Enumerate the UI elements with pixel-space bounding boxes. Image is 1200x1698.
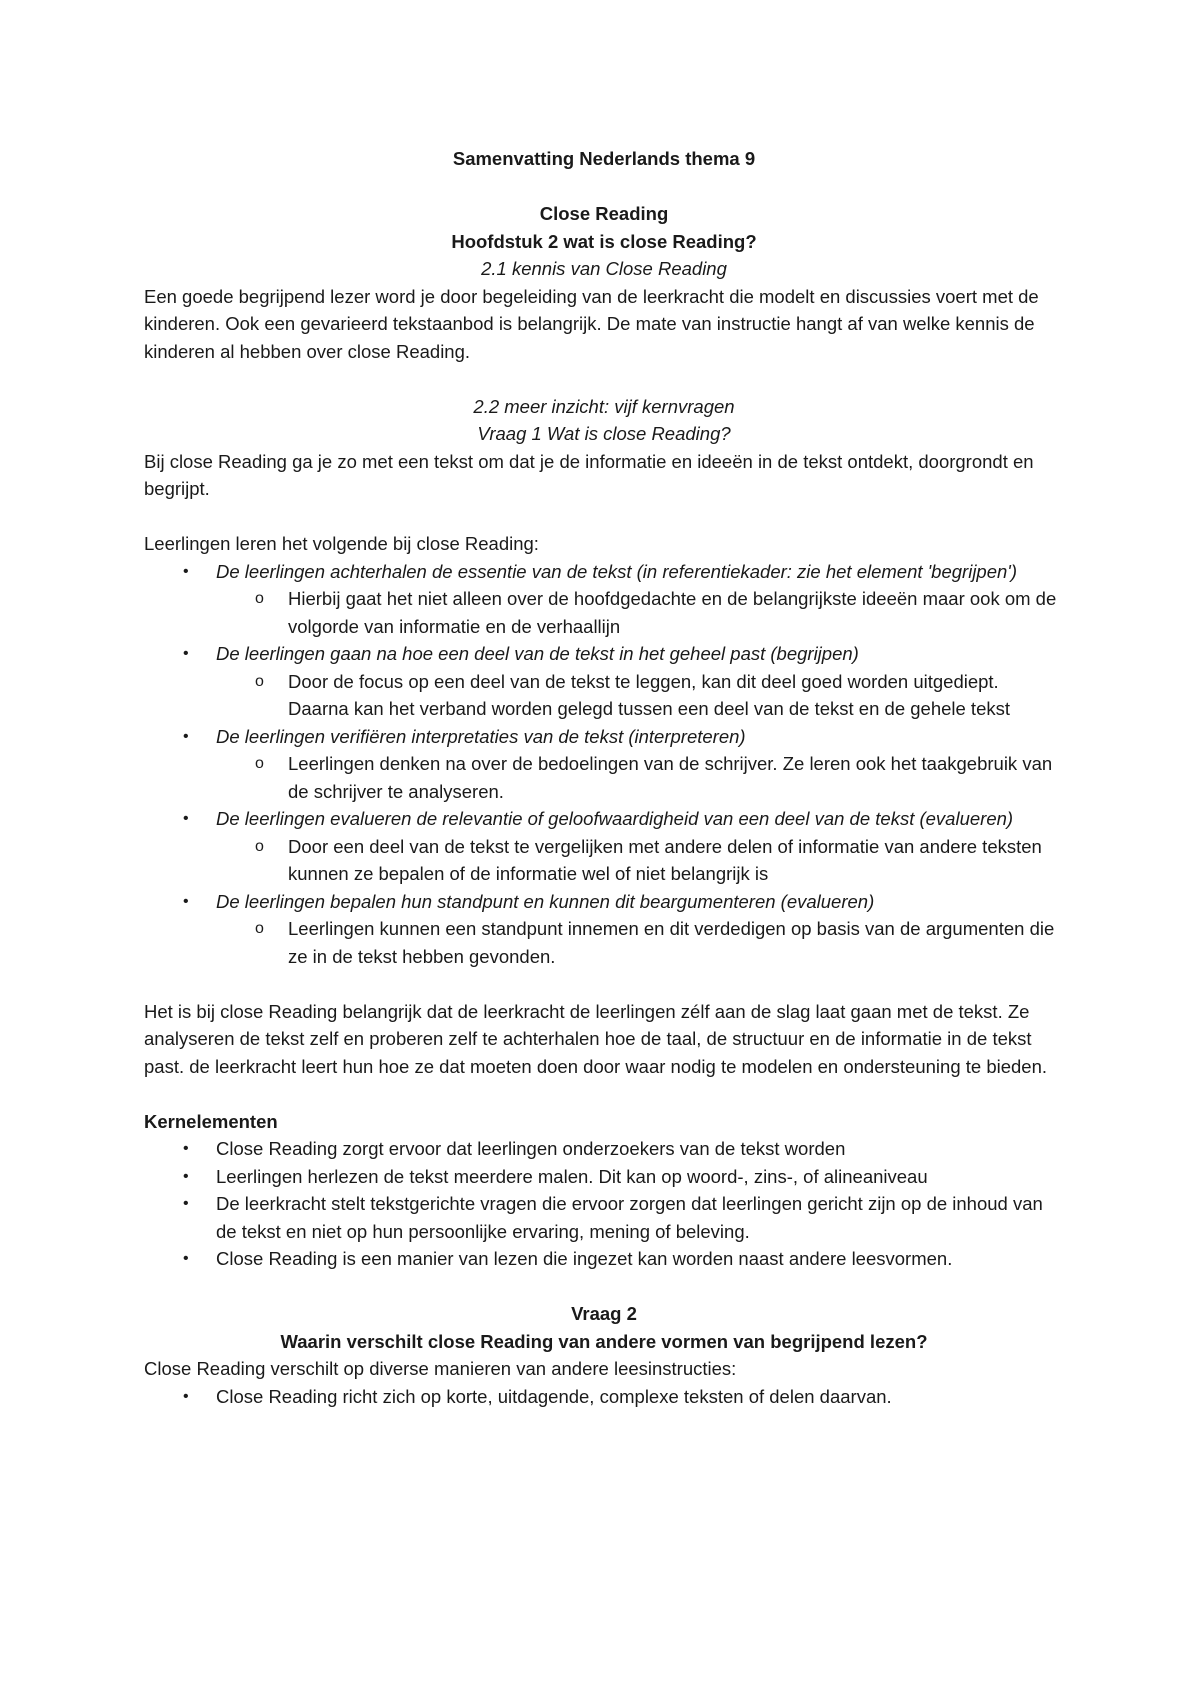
question-1-answer: Bij close Reading ga je zo met een tekst om dat je de informatie en ideeën in de tekst ontdekt, doorgrondt en begrijpt. — [144, 450, 1034, 499]
spacer — [144, 970, 1064, 998]
list-item — [183, 1190, 1064, 1245]
bullet-icon: • — [183, 892, 189, 910]
bullet-icon: • — [183, 1195, 189, 1212]
bullet-icon: • — [183, 1140, 189, 1157]
question-1-heading: Vraag 1 Wat is close Reading? — [477, 423, 731, 444]
circle-bullet-icon: o — [255, 672, 264, 690]
kernelementen-heading: Kernelementen — [144, 1110, 278, 1132]
bullet-icon: • — [183, 1387, 189, 1405]
list-item — [183, 723, 1064, 806]
list-item — [183, 1163, 1064, 1191]
sub-list-item — [255, 585, 1064, 640]
list-item-text: De leerlingen achterhalen de essentie van de tekst (in referentiekader: zie het element 'begrijpen') — [216, 560, 1017, 582]
bullet-icon: • — [183, 727, 189, 745]
list-item-text: De leerlingen evalueren de relevantie of geloofwaardigheid van een deel van de tekst (evalueren) — [216, 808, 1014, 829]
list-item — [183, 640, 1064, 723]
list-item — [183, 888, 1064, 971]
circle-bullet-icon: o — [255, 755, 264, 772]
subsection-heading-2-2: 2.2 meer inzicht: vijf kernvragen — [473, 395, 735, 417]
circle-bullet-icon: o — [255, 920, 264, 937]
document-content — [144, 145, 1064, 1410]
sub-list-item-text: Door een deel van de tekst te vergelijken met andere delen of informatie van andere teksten kunnen ze bepalen of de informatie wel of niet belangrijk is — [288, 835, 1042, 884]
question-2-list — [144, 1383, 1064, 1411]
list-item — [183, 558, 1064, 641]
list-item-text: De leerlingen verifiëren interpretaties van de tekst (interpreteren) — [216, 725, 746, 747]
spacer — [144, 503, 1064, 531]
section-title: Close Reading — [539, 203, 669, 224]
bullet-icon: • — [183, 562, 189, 580]
circle-bullet-icon: o — [255, 590, 264, 607]
sub-list-item-text: Leerlingen kunnen een standpunt innemen en dit verdedigen op basis van de argumenten die ze in de tekst hebben gevonden. — [288, 918, 1055, 967]
paragraph-2-1: Een goede begrijpend lezer word je door begeleiding van de leerkracht die modelt en discussies voert met de kinderen. Ook een gevarieerd tekstaanbod is belangrijk. De mate van instructie hangt af van welke kennis de kinderen al hebben over close Reading. — [144, 285, 1039, 362]
spacer — [144, 1273, 1064, 1301]
chapter-title: Hoofdstuk 2 wat is close Reading? — [451, 230, 757, 252]
list-item-text: De leerlingen bepalen hun standpunt en kunnen dit beargumenteren (evalueren) — [216, 890, 875, 912]
bullet-icon: • — [183, 645, 189, 662]
list-item-text: Close Reading richt zich op korte, uitdagende, complexe teksten of delen daarvan. — [216, 1385, 892, 1407]
bullet-icon: • — [183, 1250, 189, 1267]
list-item-text: De leerkracht stelt tekstgerichte vragen die ervoor zorgen dat leerlingen gericht zijn op de inhoud van de tekst en niet op hun persoonlijke ervaring, mening of beleving. — [216, 1193, 1043, 1242]
closing-paragraph: Het is bij close Reading belangrijk dat de leerkracht de leerlingen zélf aan de slag laat gaan met de tekst. Ze analyseren de tekst zelf en proberen zelf te achterhalen hoe de taal, de structuur en de informatie in de tekst past. de leerkracht leert hun hoe ze dat moeten doen door waar nodig te modelen en ondersteuning te bieden. — [144, 1000, 1048, 1077]
sub-list-item — [255, 915, 1064, 970]
list-item — [183, 805, 1064, 888]
sub-list — [216, 585, 1064, 640]
sub-list — [216, 750, 1064, 805]
sub-list — [216, 915, 1064, 970]
sub-list-item — [255, 668, 1064, 723]
sub-list-item-text: Door de focus op een deel van de tekst te leggen, kan dit deel goed worden uitgediept. Daarna kan het verband worden gelegd tussen een deel van de tekst en de gehele tekst — [288, 670, 1011, 719]
bullet-icon: • — [183, 1167, 189, 1185]
question-2-label: Vraag 2 — [571, 1303, 637, 1324]
subsection-heading-2-1: 2.1 kennis van Close Reading — [481, 258, 727, 279]
sub-list-item-text: Leerlingen denken na over de bedoelingen van de schrijver. Ze leren ook het taakgebruik van de schrijver te analyseren. — [288, 753, 1053, 802]
list-item — [183, 1135, 1064, 1163]
document-title: Samenvatting Nederlands thema 9 — [452, 148, 756, 169]
sub-list-item — [255, 750, 1064, 805]
sub-list — [216, 833, 1064, 888]
list-item-text: Close Reading is een manier van lezen die ingezet kan worden naast andere leesvormen. — [216, 1248, 953, 1269]
spacer — [144, 1080, 1064, 1108]
list-item — [183, 1245, 1064, 1273]
question-2-heading: Waarin verschilt close Reading van andere vormen van begrijpend lezen? — [280, 1330, 928, 1352]
sub-list-item — [255, 833, 1064, 888]
learn-list — [144, 558, 1064, 971]
learn-intro: Leerlingen leren het volgende bij close Reading: — [144, 533, 539, 554]
sub-list — [216, 668, 1064, 723]
list-item-text: Leerlingen herlezen de tekst meerdere malen. Dit kan op woord-, zins-, of alineaniveau — [216, 1165, 928, 1187]
kernelementen-list — [144, 1135, 1064, 1273]
circle-bullet-icon: o — [255, 837, 264, 855]
list-item-text: Close Reading zorgt ervoor dat leerlingen onderzoekers van de tekst worden — [216, 1138, 846, 1159]
spacer — [144, 365, 1064, 393]
question-2-intro: Close Reading verschilt op diverse manieren van andere leesinstructies: — [144, 1358, 737, 1379]
list-item — [183, 1383, 1064, 1411]
sub-list-item-text: Hierbij gaat het niet alleen over de hoofdgedachte en de belangrijkste ideeën maar ook om de volgorde van informatie en de verhaallijn — [288, 588, 1057, 637]
list-item-text: De leerlingen gaan na hoe een deel van de tekst in het geheel past (begrijpen) — [216, 643, 859, 664]
bullet-icon: • — [183, 810, 189, 827]
